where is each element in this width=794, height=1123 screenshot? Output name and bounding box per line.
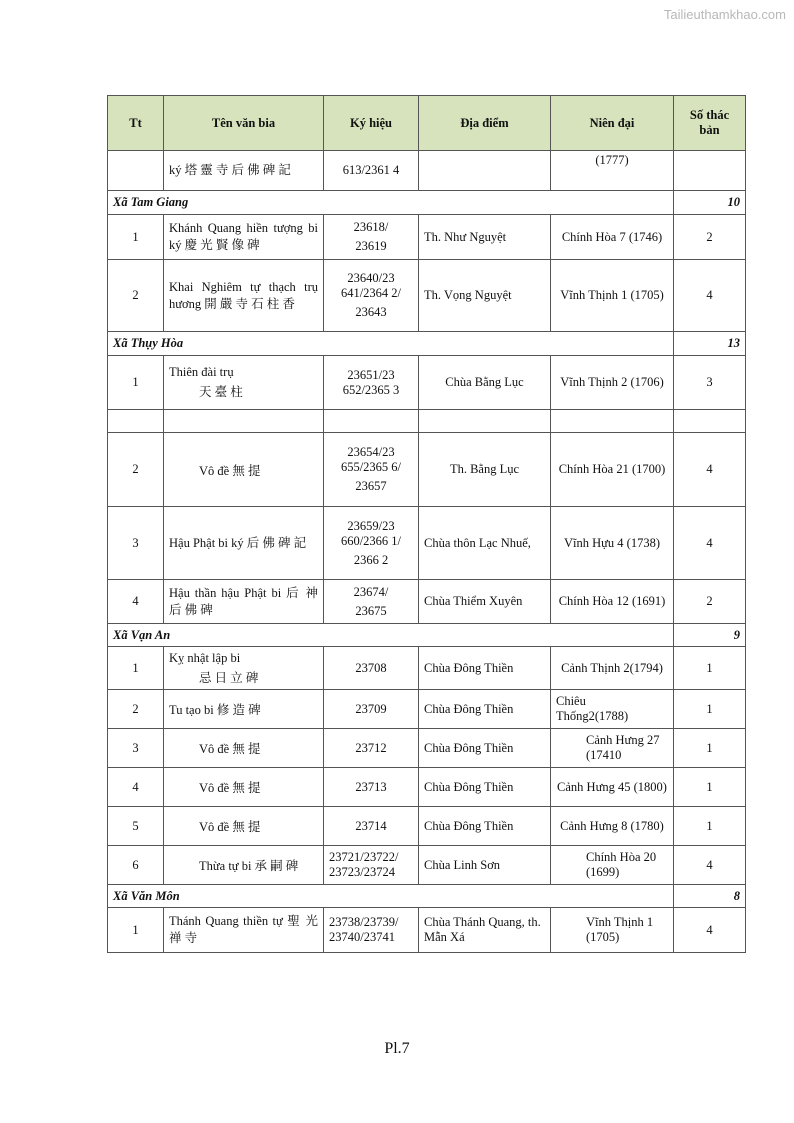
cell-tt: 1 <box>108 215 164 260</box>
cell-count: 4 <box>674 908 746 953</box>
cell-code: 23712 <box>324 729 419 768</box>
section-total: 8 <box>674 885 746 908</box>
table-row <box>108 151 746 191</box>
header-code: Ký hiệu <box>324 96 419 151</box>
table-row <box>108 729 746 768</box>
cell-count: 4 <box>674 507 746 580</box>
cell-tt: 2 <box>108 690 164 729</box>
cell-date: Vĩnh Thịnh 1 (1705) <box>551 260 674 332</box>
table-row <box>108 356 746 410</box>
cell-name: Vô đề 無 提 <box>164 729 324 768</box>
cell-code: 23714 <box>324 807 419 846</box>
cell-code: 23738/23739/ 23740/23741 <box>324 908 419 953</box>
cell-code: 23651/23 652/2365 3 <box>324 356 419 410</box>
cell-code: 23618/ 23619 <box>324 215 419 260</box>
cell-date: Vĩnh Thịnh 1 (1705) <box>551 908 674 953</box>
cell-code: 23709 <box>324 690 419 729</box>
cell-name: Hậu thần hậu Phật bi 后 神 后 佛 碑 <box>164 580 324 624</box>
cell-name: Thừa tự bi 承 嗣 碑 <box>164 846 324 885</box>
cell-name: Vô đề 無 提 <box>164 807 324 846</box>
cell-count: 4 <box>674 433 746 507</box>
cell-date: (1777) <box>551 151 674 191</box>
header-name: Tên văn bia <box>164 96 324 151</box>
cell-name: Kỵ nhật lập bi 忌 日 立 碑 <box>164 647 324 690</box>
section-row <box>108 885 746 908</box>
table-row <box>108 260 746 332</box>
cell-place: Chùa Đông Thiền <box>419 768 551 807</box>
cell-count: 2 <box>674 580 746 624</box>
cell-code: 23708 <box>324 647 419 690</box>
cell-code: 23721/23722/ 23723/23724 <box>324 846 419 885</box>
cell-code: 23674/ 23675 <box>324 580 419 624</box>
header-count: Số thác bản <box>674 96 746 151</box>
header-place: Địa điểm <box>419 96 551 151</box>
cell-date: Vĩnh Hựu 4 (1738) <box>551 507 674 580</box>
cell-date: Chính Hòa 21 (1700) <box>551 433 674 507</box>
section-row <box>108 191 746 215</box>
cell-date: Vĩnh Thịnh 2 (1706) <box>551 356 674 410</box>
section-label: Xã Vạn An <box>108 624 674 647</box>
cell-code: 23654/23 655/2365 6/ 23657 <box>324 433 419 507</box>
cell-tt: 2 <box>108 433 164 507</box>
cell-tt: 2 <box>108 260 164 332</box>
cell-date: Chính Hòa 20 (1699) <box>551 846 674 885</box>
section-label: Xã Thụy Hòa <box>108 332 674 356</box>
table-row <box>108 647 746 690</box>
cell-place: Chùa Linh Sơn <box>419 846 551 885</box>
cell-code: 23713 <box>324 768 419 807</box>
table-row <box>108 410 746 433</box>
cell-place: Th. Như Nguyệt <box>419 215 551 260</box>
cell-date: Chính Hòa 12 (1691) <box>551 580 674 624</box>
cell-date: Chiêu Thống2(1788) <box>551 690 674 729</box>
cell-tt: 3 <box>108 729 164 768</box>
cell-date: Chính Hòa 7 (1746) <box>551 215 674 260</box>
inscription-table <box>107 95 746 953</box>
table-row <box>108 690 746 729</box>
section-row <box>108 332 746 356</box>
cell-tt: 4 <box>108 580 164 624</box>
table-row <box>108 908 746 953</box>
watermark: Tailieuthamkhao.com <box>663 7 786 22</box>
table-row <box>108 846 746 885</box>
cell-place: Chùa Đông Thiền <box>419 807 551 846</box>
cell-count: 4 <box>674 846 746 885</box>
section-total: 9 <box>674 624 746 647</box>
cell-count: 1 <box>674 807 746 846</box>
cell-name: Vô đề 無 提 <box>164 768 324 807</box>
section-total: 13 <box>674 332 746 356</box>
page-number: Pl.7 <box>384 1040 410 1057</box>
cell-name: ký 塔 靈 寺 后 佛 碑 記 <box>164 151 324 191</box>
cell-tt: 6 <box>108 846 164 885</box>
cell-place: Chùa Đông Thiền <box>419 647 551 690</box>
cell-place: Chùa Đông Thiền <box>419 729 551 768</box>
cell-date: Cảnh Hưng 27 (17410 <box>551 729 674 768</box>
header-tt: Tt <box>108 96 164 151</box>
cell-count: 2 <box>674 215 746 260</box>
cell-count: 3 <box>674 356 746 410</box>
cell-count: 1 <box>674 729 746 768</box>
cell-tt: 1 <box>108 356 164 410</box>
cell-name: Vô đề 無 提 <box>164 433 324 507</box>
cell-name: Thánh Quang thiền tự 聖 光 禅 寺 <box>164 908 324 953</box>
cell-place: Chùa thôn Lạc Nhuế, <box>419 507 551 580</box>
table-row <box>108 507 746 580</box>
cell-place: Chùa Thánh Quang, th. Mẫn Xá <box>419 908 551 953</box>
cell-tt: 5 <box>108 807 164 846</box>
cell-count: 1 <box>674 647 746 690</box>
section-row <box>108 624 746 647</box>
table-row <box>108 433 746 507</box>
section-label: Xã Tam Giang <box>108 191 674 215</box>
cell-name: Khánh Quang hiền tượng bi ký 慶 光 賢 像 碑 <box>164 215 324 260</box>
cell-tt: 1 <box>108 908 164 953</box>
cell-tt: 1 <box>108 647 164 690</box>
cell-date: Cảnh Hưng 8 (1780) <box>551 807 674 846</box>
cell-tt: 3 <box>108 507 164 580</box>
cell-count: 1 <box>674 768 746 807</box>
table-header <box>108 96 746 151</box>
table-row <box>108 768 746 807</box>
cell-name: Thiên đài trụ 天 臺 柱 <box>164 356 324 410</box>
cell-place: Chùa Thiểm Xuyên <box>419 580 551 624</box>
cell-place: Chùa Đông Thiền <box>419 690 551 729</box>
header-date: Niên đại <box>551 96 674 151</box>
table-row <box>108 580 746 624</box>
cell-count: 4 <box>674 260 746 332</box>
section-label: Xã Văn Môn <box>108 885 674 908</box>
cell-name: Khai Nghiêm tự thạch trụ hương 開 嚴 寺 石 柱 香 <box>164 260 324 332</box>
cell-code: 23659/23 660/2366 1/ 2366 2 <box>324 507 419 580</box>
cell-place: Th. Vọng Nguyệt <box>419 260 551 332</box>
section-total: 10 <box>674 191 746 215</box>
cell-tt: 4 <box>108 768 164 807</box>
cell-name: Hậu Phật bi ký 后 佛 碑 記 <box>164 507 324 580</box>
cell-code: 23640/23 641/2364 2/ 23643 <box>324 260 419 332</box>
cell-place: Chùa Bằng Lục <box>419 356 551 410</box>
cell-code: 613/2361 4 <box>324 151 419 191</box>
cell-name: Tu tạo bi 修 造 碑 <box>164 690 324 729</box>
table-row <box>108 807 746 846</box>
cell-place: Th. Bằng Lục <box>419 433 551 507</box>
cell-date: Cảnh Hưng 45 (1800) <box>551 768 674 807</box>
cell-date: Cảnh Thịnh 2(1794) <box>551 647 674 690</box>
cell-count: 1 <box>674 690 746 729</box>
table-row <box>108 215 746 260</box>
